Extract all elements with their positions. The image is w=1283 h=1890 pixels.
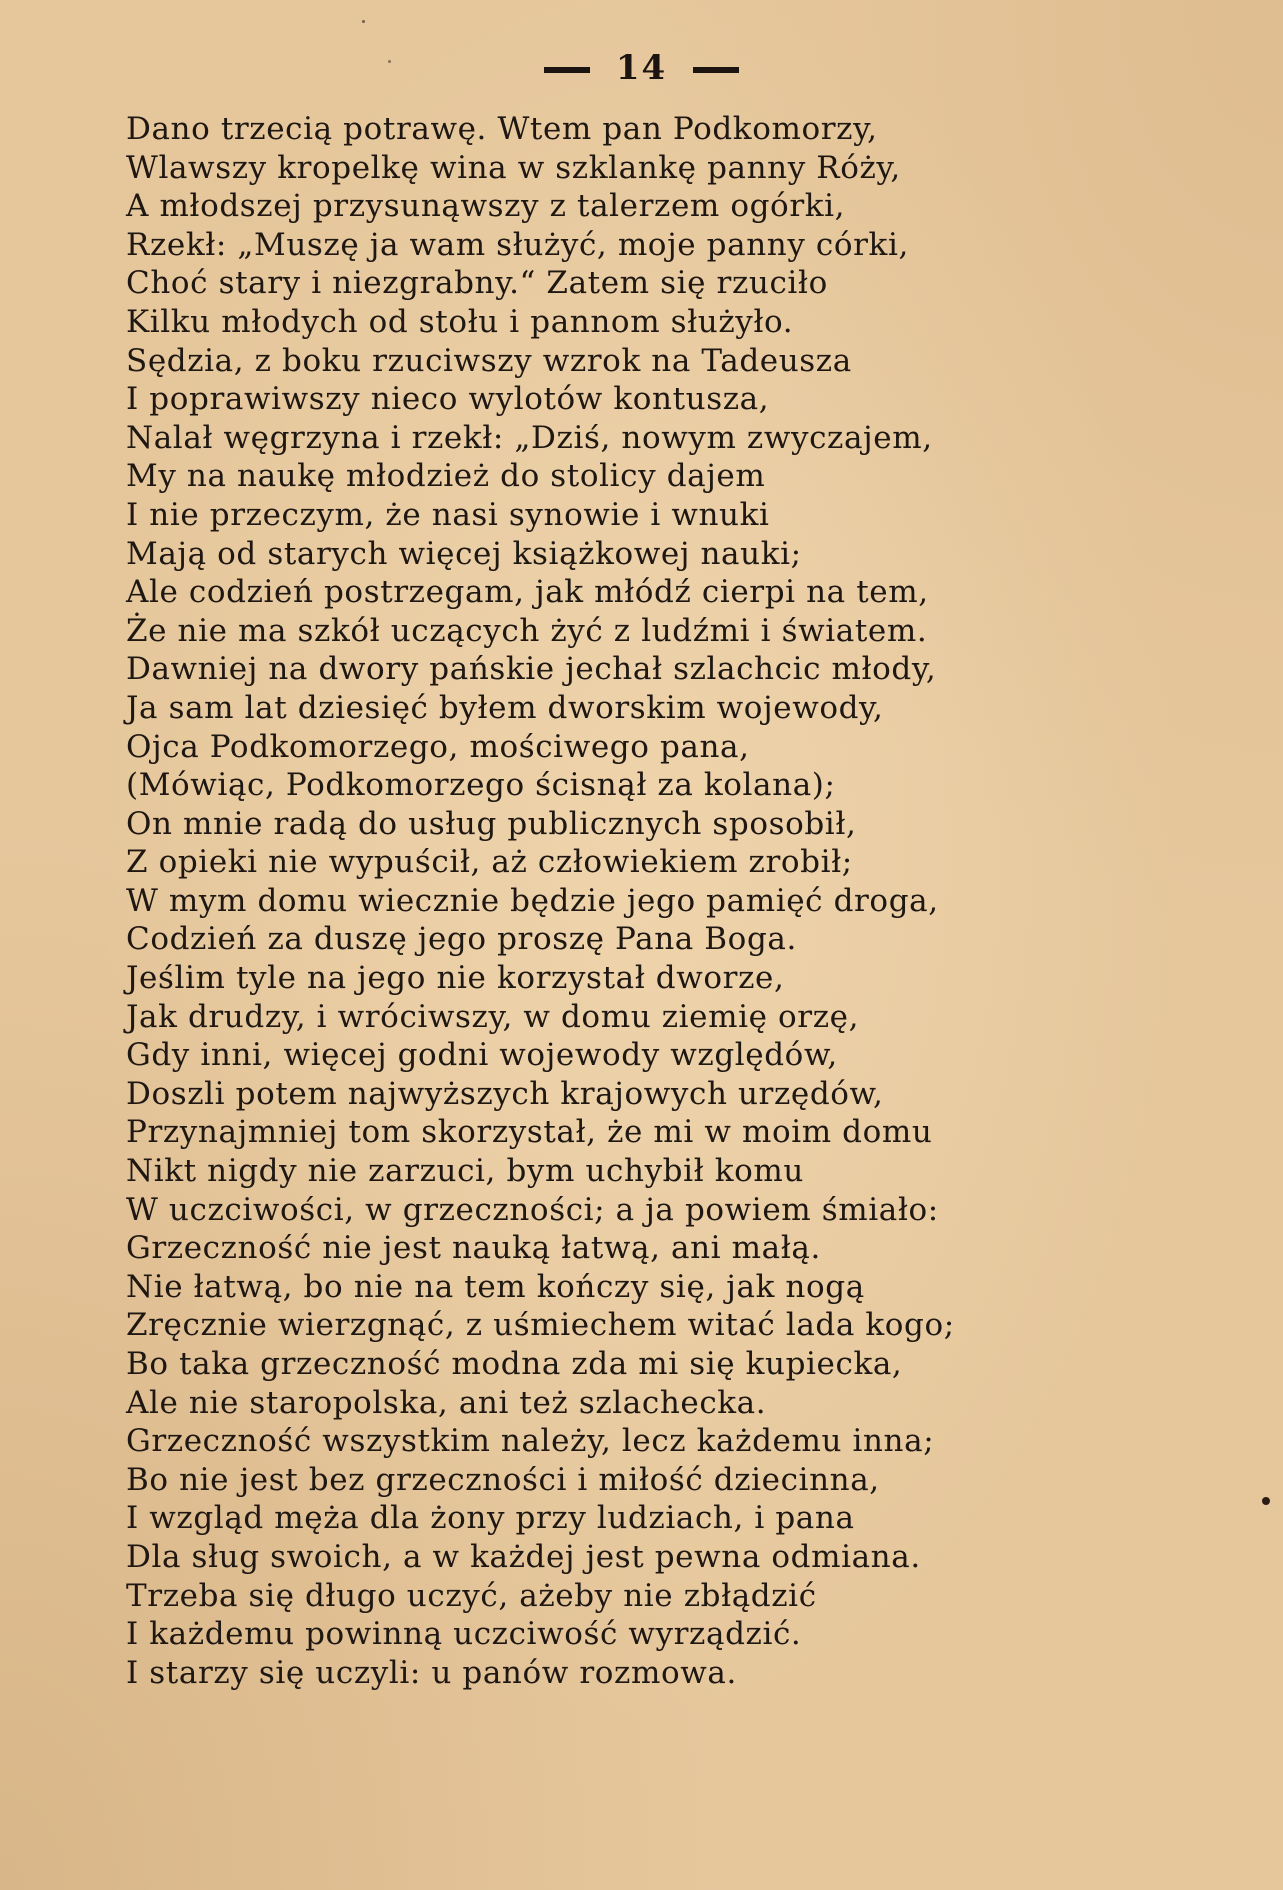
poem-line: Nie łatwą, bo nie na tem kończy się, jak nogą (126, 1268, 865, 1305)
poem-line: Nikt nigdy nie zarzuci, bym uchybił komu (126, 1153, 804, 1190)
poem-line: Gdy inni, więcej godni wojewody względów, (126, 1037, 838, 1074)
poem-line: Ojca Podkomorzego, mościwego pana, (126, 728, 750, 765)
poem-line: I poprawiwszy nieco wylotów kontusza, (126, 381, 770, 418)
poem-line: I nie przeczym, że nasi synowie i wnuki (126, 496, 770, 533)
poem-line: W uczciwości, w grzeczności; a ja powiem śmiało: (126, 1191, 939, 1228)
poem-line: Zręcznie wierzgnąć, z uśmiechem witać lada kogo; (126, 1307, 955, 1344)
poem-line: Trzeba się długo uczyć, ażeby nie zbłądzić (126, 1577, 817, 1614)
ink-speck (1262, 1497, 1270, 1505)
poem-line: Rzekł: „Muszę ja wam służyć, moje panny córki, (126, 226, 909, 263)
poem-line: Że nie ma szkół uczących żyć z ludźmi i światem. (126, 612, 928, 649)
poem-line: Choć stary i niezgrabny.“ Zatem się rzuciło (126, 265, 828, 302)
poem-line: Dla sług swoich, a w każdej jest pewna odmiana. (126, 1538, 921, 1575)
poem-line: On mnie radą do usług publicznych sposobił, (126, 805, 857, 842)
header-dash-left (544, 67, 590, 73)
poem-line: I starzy się uczyli: u panów rozmowa. (126, 1654, 737, 1691)
poem-line: Sędzia, z boku rzuciwszy wzrok na Tadeusza (126, 342, 852, 379)
poem-line: Bo taka grzeczność modna zda mi się kupiecka, (126, 1346, 903, 1382)
poem-line: Ale nie staropolska, ani też szlachecka. (126, 1384, 767, 1421)
poem-line: Przynajmniej tom skorzystał, że mi w moim domu (126, 1114, 933, 1151)
page-number: 14 (615, 48, 668, 88)
poem-line: Codzień za duszę jego proszę Pana Boga. (126, 921, 797, 958)
poem-line: W mym domu wiecznie będzie jego pamięć droga, (126, 882, 939, 919)
poem-line: A młodszej przysunąwszy z talerzem ogórki, (126, 188, 846, 225)
poem-text (126, 110, 1126, 1692)
page-header (0, 48, 1283, 88)
poem-line: Nalał węgrzyna i rzekł: „Dziś, nowym zwyczajem, (126, 419, 933, 456)
poem-line: Ale codzień postrzegam, jak młódź cierpi na tem, (126, 574, 929, 611)
poem-line: (Mówiąc, Podkomorzego ścisnął za kolana); (126, 767, 836, 804)
poem-line: I każdemu powinną uczciwość wyrządzić. (126, 1616, 802, 1653)
header-dash-right (693, 67, 739, 73)
poem-line: I wzgląd męża dla żony przy ludziach, i pana (126, 1500, 855, 1537)
poem-line: Jeślim tyle na jego nie korzystał dworze, (126, 960, 785, 997)
ink-speck (362, 20, 365, 23)
poem-line: Kilku młodych od stołu i pannom służyło. (126, 303, 794, 340)
poem-line: Dawniej na dwory pańskie jechał szlachcic młody, (126, 651, 937, 688)
poem-line: Dano trzecią potrawę. Wtem pan Podkomorzy, (126, 111, 878, 147)
poem-line: Z opieki nie wypuścił, aż człowiekiem zrobił; (126, 844, 853, 881)
poem-line: Doszli potem najwyższych krajowych urzędów, (126, 1075, 884, 1112)
ink-speck (388, 60, 391, 63)
poem-line: Bo nie jest bez grzeczności i miłość dziecinna, (126, 1461, 880, 1498)
poem-line: Mają od starych więcej książkowej nauki; (126, 535, 802, 572)
poem-line: Grzeczność nie jest nauką łatwą, ani małą. (126, 1230, 821, 1267)
poem-line: My na naukę młodzież do stolicy dajem (126, 458, 766, 495)
poem-line: Ja sam lat dziesięć byłem dworskim wojewody, (126, 689, 884, 726)
poem-line: Jak drudzy, i wróciwszy, w domu ziemię orzę, (126, 998, 860, 1035)
poem-line: Grzeczność wszystkim należy, lecz każdemu inna; (126, 1423, 935, 1460)
poem-line: Wlawszy kropelkę wina w szklankę panny Róży, (126, 149, 901, 186)
